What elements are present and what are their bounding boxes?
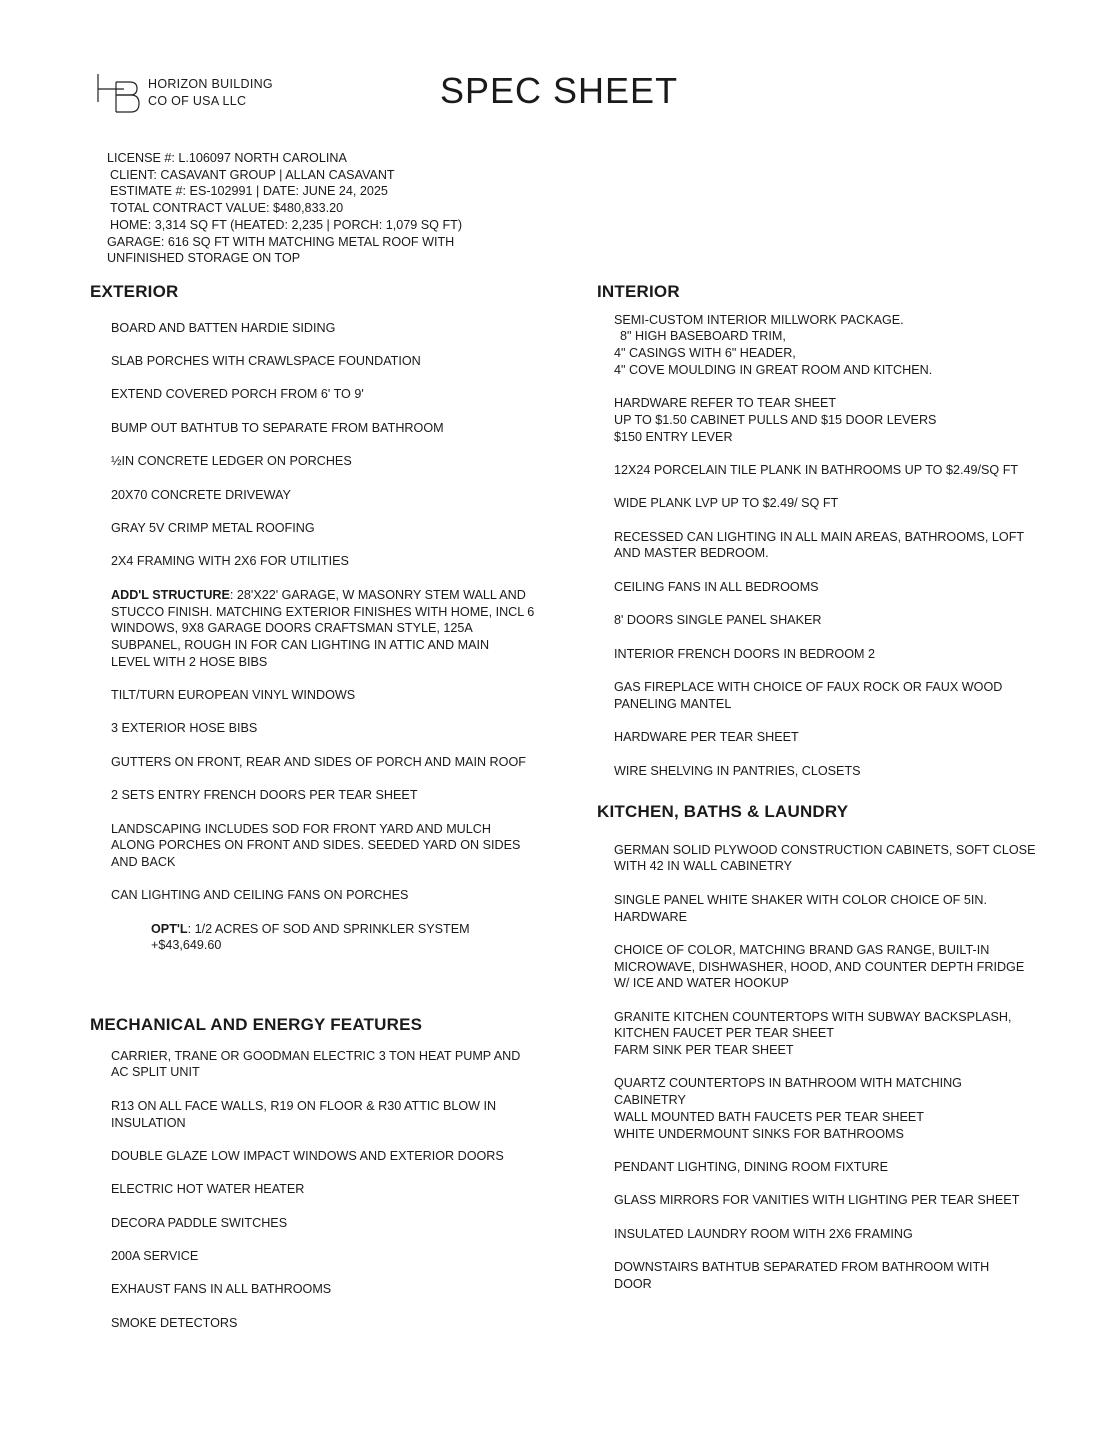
additional-structure-item bbox=[111, 587, 560, 671]
spec-item bbox=[614, 1259, 1067, 1292]
spec-item: ELECTRIC HOT WATER HEATER bbox=[111, 1182, 305, 1197]
company-name bbox=[148, 76, 273, 110]
optional-item bbox=[111, 921, 560, 954]
spec-item: HARDWARE PER TEAR SHEET bbox=[614, 730, 799, 745]
spec-item: WIDE PLANK LVP UP TO $2.49/ SQ FT bbox=[614, 496, 839, 511]
interior-heading: INTERIOR bbox=[597, 282, 680, 301]
optional-label: OPT'L bbox=[151, 921, 188, 936]
spec-line: STUCCO FINISH. MATCHING EXTERIOR FINISHES WITH HOME, INCL 6 bbox=[111, 604, 535, 619]
spec-item bbox=[614, 892, 1067, 925]
spec-line: SEMI-CUSTOM INTERIOR MILLWORK PACKAGE. bbox=[614, 312, 904, 327]
spec-item: 20X70 CONCRETE DRIVEWAY bbox=[111, 487, 291, 502]
garage-line-2: UNFINISHED STORAGE ON TOP bbox=[107, 251, 301, 266]
spec-line: 4" CASINGS WITH 6" HEADER, bbox=[614, 346, 796, 361]
spec-item: GUTTERS ON FRONT, REAR AND SIDES OF PORCH AND MAIN ROOF bbox=[111, 754, 526, 769]
spec-item: GRAY 5V CRIMP METAL ROOFING bbox=[111, 521, 315, 536]
spec-item: DOUBLE GLAZE LOW IMPACT WINDOWS AND EXTERIOR DOORS bbox=[111, 1148, 504, 1163]
spec-item bbox=[614, 842, 1067, 875]
spec-line: GAS FIREPLACE WITH CHOICE OF FAUX ROCK OR FAUX WOOD bbox=[614, 680, 1003, 695]
spec-item bbox=[111, 1048, 560, 1081]
spec-line: AND BACK bbox=[111, 855, 176, 869]
kitchen-baths-laundry-section bbox=[597, 804, 1067, 1293]
spec-line: AND MASTER BEDROOM. bbox=[614, 546, 769, 561]
spec-item: CAN LIGHTING AND CEILING FANS ON PORCHES bbox=[111, 888, 409, 903]
spec-item: 8' DOORS SINGLE PANEL SHAKER bbox=[614, 613, 822, 628]
spec-item bbox=[614, 529, 1067, 562]
spec-item bbox=[614, 942, 1067, 992]
spec-line: HARDWARE REFER TO TEAR SHEET bbox=[614, 396, 837, 411]
millwork-item bbox=[614, 312, 1067, 379]
spec-line: ALONG PORCHES ON FRONT AND SIDES. SEEDED YARD ON SIDES bbox=[111, 838, 521, 853]
spec-item: EXTEND COVERED PORCH FROM 6' TO 9' bbox=[111, 387, 364, 402]
spec-line: DOOR bbox=[614, 1276, 652, 1291]
spec-item: 2X4 FRAMING WITH 2X6 FOR UTILITIES bbox=[111, 554, 349, 569]
interior-section bbox=[597, 284, 1067, 779]
spec-line: CHOICE OF COLOR, MATCHING BRAND GAS RANGE, BUILT-IN bbox=[614, 942, 990, 957]
spec-line: INSULATION bbox=[111, 1115, 186, 1130]
license-line: LICENSE #: L.106097 NORTH CAROLINA bbox=[107, 151, 347, 165]
spec-item: 200A SERVICE bbox=[111, 1249, 199, 1264]
spec-item: DECORA PADDLE SWITCHES bbox=[111, 1215, 288, 1230]
home-size-line: HOME: 3,314 SQ FT (HEATED: 2,235 | PORCH: 1,079 SQ FT) bbox=[110, 217, 463, 232]
mechanical-heading: MECHANICAL AND ENERGY FEATURES bbox=[90, 1015, 423, 1034]
spec-line: SUBPANEL, ROUGH IN FOR CAN LIGHTING IN ATTIC AND MAIN bbox=[111, 637, 490, 652]
spec-item: BOARD AND BATTEN HARDIE SIDING bbox=[111, 320, 336, 335]
spec-line: GERMAN SOLID PLYWOOD CONSTRUCTION CABINETS, SOFT CLOSE bbox=[614, 842, 1036, 857]
spec-line: CARRIER, TRANE OR GOODMAN ELECTRIC 3 TON HEAT PUMP AND bbox=[111, 1048, 521, 1063]
spec-line: KITCHEN FAUCET PER TEAR SHEET bbox=[614, 1026, 834, 1041]
spec-item: GLASS MIRRORS FOR VANITIES WITH LIGHTING PER TEAR SHEET bbox=[614, 1193, 1020, 1208]
spec-line: : 28'X22' GARAGE, W MASONRY STEM WALL AND bbox=[229, 587, 526, 602]
spec-line: 8" HIGH BASEBOARD TRIM, bbox=[620, 329, 786, 344]
hardware-item bbox=[614, 395, 1067, 445]
kitchen-heading: KITCHEN, BATHS & LAUNDRY bbox=[597, 802, 849, 821]
spec-item: 2 SETS ENTRY FRENCH DOORS PER TEAR SHEET bbox=[111, 788, 418, 803]
spec-line: W/ ICE AND WATER HOOKUP bbox=[614, 976, 789, 991]
spec-line: WALL MOUNTED BATH FAUCETS PER TEAR SHEET bbox=[614, 1109, 924, 1124]
landscaping-item bbox=[111, 821, 560, 871]
spec-item: BUMP OUT BATHTUB TO SEPARATE FROM BATHROOM bbox=[111, 420, 444, 435]
spec-line: WITH 42 IN WALL CABINETRY bbox=[614, 859, 792, 874]
estimate-line: ESTIMATE #: ES-102991 | DATE: JUNE 24, 2025 bbox=[110, 184, 388, 199]
spec-line: WHITE UNDERMOUNT SINKS FOR BATHROOMS bbox=[614, 1126, 904, 1141]
spec-line: 4" COVE MOULDING IN GREAT ROOM AND KITCHEN. bbox=[614, 362, 933, 377]
spec-line: PANELING MANTEL bbox=[614, 696, 732, 711]
company-line-1: HORIZON BUILDING bbox=[148, 77, 273, 91]
spec-line: LANDSCAPING INCLUDES SOD FOR FRONT YARD AND MULCH bbox=[111, 821, 491, 836]
spec-line: AC SPLIT UNIT bbox=[111, 1065, 200, 1080]
page-title: SPEC SHEET bbox=[440, 70, 679, 111]
additional-structure-label: ADD'L STRUCTURE bbox=[111, 587, 230, 602]
client-line: CLIENT: CASAVANT GROUP | ALLAN CASAVANT bbox=[110, 167, 395, 182]
spec-line: UP TO $1.50 CABINET PULLS AND $15 DOOR LEVERS bbox=[614, 412, 937, 427]
garage-line: GARAGE: 616 SQ FT WITH MATCHING METAL ROOF WITH bbox=[107, 234, 455, 249]
spec-item bbox=[614, 679, 1067, 712]
spec-item bbox=[614, 1009, 1067, 1059]
spec-item: TILT/TURN EUROPEAN VINYL WINDOWS bbox=[111, 688, 356, 703]
spec-line: GRANITE KITCHEN COUNTERTOPS WITH SUBWAY BACKSPLASH, bbox=[614, 1009, 1012, 1024]
exterior-heading: EXTERIOR bbox=[90, 282, 179, 301]
spec-line: FARM SINK PER TEAR SHEET bbox=[614, 1043, 794, 1058]
spec-line: CABINETRY bbox=[614, 1093, 686, 1108]
spec-item: EXHAUST FANS IN ALL BATHROOMS bbox=[111, 1282, 332, 1297]
spec-line: DOWNSTAIRS BATHTUB SEPARATED FROM BATHROOM WITH bbox=[614, 1260, 990, 1275]
spec-item: ½IN CONCRETE LEDGER ON PORCHES bbox=[111, 454, 352, 469]
company-logo bbox=[96, 72, 140, 114]
spec-line: MICROWAVE, DISHWASHER, HOOD, AND COUNTER DEPTH FRIDGE bbox=[614, 959, 1025, 974]
mechanical-section bbox=[90, 1017, 560, 1332]
spec-item: PENDANT LIGHTING, DINING ROOM FIXTURE bbox=[614, 1159, 889, 1174]
spec-line: QUARTZ COUNTERTOPS IN BATHROOM WITH MATCHING bbox=[614, 1076, 962, 1091]
spec-item: SLAB PORCHES WITH CRAWLSPACE FOUNDATION bbox=[111, 354, 421, 369]
exterior-section bbox=[90, 284, 560, 954]
project-info bbox=[107, 150, 462, 267]
spec-item bbox=[614, 1075, 1067, 1142]
spec-line: RECESSED CAN LIGHTING IN ALL MAIN AREAS, BATHROOMS, LOFT bbox=[614, 529, 1025, 544]
spec-line: $150 ENTRY LEVER bbox=[614, 429, 733, 444]
optional-price: +$43,649.60 bbox=[151, 938, 222, 953]
spec-line: R13 ON ALL FACE WALLS, R19 ON FLOOR & R30 ATTIC BLOW IN bbox=[111, 1098, 497, 1113]
spec-item: 12X24 PORCELAIN TILE PLANK IN BATHROOMS UP TO $2.49/SQ FT bbox=[614, 463, 1019, 477]
company-line-2: CO OF USA LLC bbox=[148, 94, 247, 108]
spec-line: LEVEL WITH 2 HOSE BIBS bbox=[111, 654, 268, 669]
spec-line: : 1/2 ACRES OF SOD AND SPRINKLER SYSTEM bbox=[187, 921, 470, 936]
spec-line: SINGLE PANEL WHITE SHAKER WITH COLOR CHOICE OF 5IN. bbox=[614, 892, 987, 907]
spec-item: WIRE SHELVING IN PANTRIES, CLOSETS bbox=[614, 763, 861, 778]
spec-line: WINDOWS, 9X8 GARAGE DOORS CRAFTSMAN STYLE, 125A bbox=[111, 621, 473, 636]
spec-item: 3 EXTERIOR HOSE BIBS bbox=[111, 721, 258, 736]
spec-item: SMOKE DETECTORS bbox=[111, 1315, 238, 1330]
contract-value-line: TOTAL CONTRACT VALUE: $480,833.20 bbox=[110, 201, 344, 216]
spec-item bbox=[111, 1098, 560, 1131]
spec-item: INSULATED LAUNDRY ROOM WITH 2X6 FRAMING bbox=[614, 1226, 913, 1241]
spec-item: INTERIOR FRENCH DOORS IN BEDROOM 2 bbox=[614, 646, 875, 661]
spec-line: HARDWARE bbox=[614, 909, 687, 924]
spec-item: CEILING FANS IN ALL BEDROOMS bbox=[614, 579, 819, 594]
